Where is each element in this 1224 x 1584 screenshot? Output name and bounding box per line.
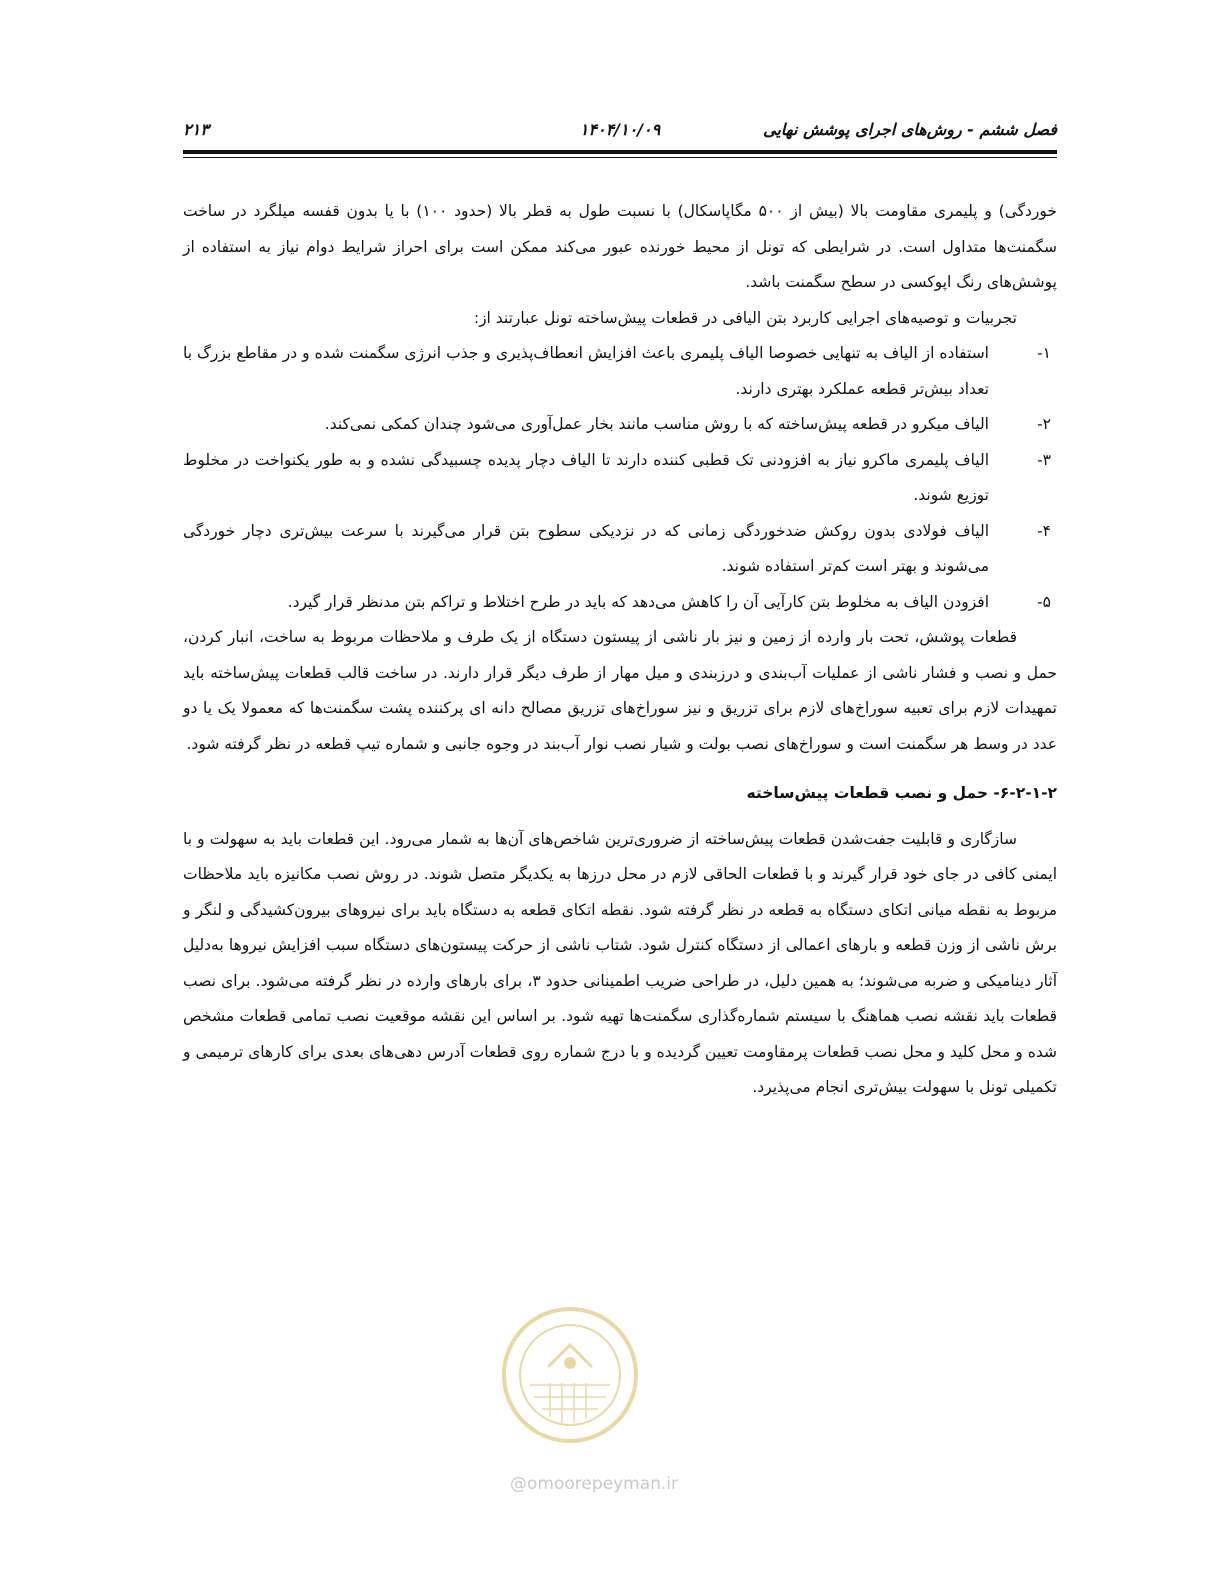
list-item-text: افزودن الیاف به مخلوط بتن کارآیی آن را کاهش می‌دهد که باید در طرح اختلاط و تراکم بتن مدنظر قرار گیرد. (287, 592, 989, 611)
list-item-number: ۱- (1037, 344, 1051, 362)
publisher-seal-icon (500, 1305, 640, 1445)
list-item-number: ۵- (1037, 592, 1051, 611)
list-item-text: الیاف میکرو در قطعه پیش‌ساخته که با روش مناسب مانند بخار عمل‌آوری می‌شود چندان کمکی نمی‌کند. (324, 415, 989, 433)
list-item (183, 336, 1057, 407)
page-header (183, 120, 1057, 146)
watermark: @omoorepeyman.ir (510, 1474, 679, 1494)
list-item-number: ۳- (1037, 450, 1051, 469)
header-rule-thick (183, 150, 1057, 154)
header-date: ۱۴۰۴/۱۰/۰۹ (579, 120, 661, 139)
list-item (183, 443, 1057, 514)
list-item-text: الیاف پلیمری ماکرو نیاز به افزودنی تک قطبی کننده دارند تا الیاف دچار پدیده چسبیدگی نشده و به طور یکنواخت در مخلوط توزیع شوند. (183, 450, 989, 504)
list-item-text: استفاده از الیاف به تنهایی خصوصا الیاف پلیمری باعث افزایش انعطاف‌پذیری و جذب انرژی سگمنت شده و در مقاطع بزرگ با تعداد بیش‌تر قطعه عملکرد بهتری دارند. (183, 344, 989, 398)
header-rule-thin (183, 157, 1057, 158)
recommendation-list (183, 336, 1057, 620)
list-item (183, 585, 1057, 621)
body-text (183, 194, 1057, 1106)
paragraph: سازگاری و قابلیت جفت‌شدن قطعات پیش‌ساخته از ضروری‌ترین شاخص‌های آن‌ها به شمار می‌رود. این قطعات باید به سهولت و با ایمنی کافی در جای خود قرار گیرند و با قطعات الحاقی لازم در محل درزها به یکدیگر متصل شوند. در روش نصب مکانیزه باید ملاحظات مربوط به نقطه میانی اتکای دستگاه به قطعه در نظر گرفته شود. نقطه اتکای قطعه به دستگاه باید برای نیروهای بیرون‌کشیدگی و لنگر و برش ناشی از وزن قطعه و بارهای اعمالی از دستگاه کنترل شود. شتاب ناشی از حرکت پیستون‌های دستگاه سبب افزایش نیروها به‌دلیل آثار دینامیکی و ضربه می‌شوند؛ به همین دلیل، در طراحی ضریب اطمینانی حدود ۳، برای بارهای وارده در نظر گرفته می‌شود. برای نصب قطعات باید نقشه نصب هماهنگ با سیستم شماره‌گذاری سگمنت‌ها تهیه شود. بر اساس این نقشه موقعیت نصب تمامی قطعات مشخص شده و محل کلید و محل نصب قطعات پرمقاومت تعیین گردیده و با درج شماره روی قطعات آدرس دهی‌های بعدی برای کارهای ترمیمی و تکمیلی تونل با سهولت بیش‌تری انجام می‌پذیرد. (183, 829, 1058, 1096)
paragraph: تجربیات و توصیه‌های اجرایی کاربرد بتن الیافی در قطعات پیش‌ساخته تونل عبارتند از: (473, 308, 1017, 327)
section-heading: ۶-۲-۱-۲- حمل و نصب قطعات پیش‌ساخته (746, 784, 1057, 802)
list-item (183, 514, 1057, 585)
list-item-text: الیاف فولادی بدون روکش ضدخوردگی زمانی که در نزدیکی سطوح بتن قرار می‌گیرند با سرعت بیش‌تری دچار خوردگی می‌شوند و بهتر است کم‌تر استفاده شوند. (183, 521, 989, 575)
page-number: ۲۱۳ (183, 120, 209, 139)
paragraph: قطعات پوشش، تحت بار وارده از زمین و نیز بار ناشی از پیستون دستگاه از یک طرف و ملاحظات مربوط به ساخت، انبار کردن، حمل و نصب و فشار ناشی از عملیات آب‌بندی و درزبندی و میل مهار از طرف دیگر قرار دارند. در ساخت قالب قطعات پیش‌ساخته باید تمهیدات لازم برای تعبیه سوراخ‌های لازم برای تزریق و نیز سوراخ‌های تزریق مصالح دانه ای پرکننده پشت سگمنت‌ها که معمولا یک یا دو عدد در وسط هر سگمنت است و سوراخ‌های نصب بولت و شیار نصب نوار آب‌بند در وجوه جانبی و شماره تیپ قطعه در نظر گرفته شود. (183, 628, 1057, 753)
list-item (183, 407, 1057, 443)
paragraph: خوردگی) و پلیمری مقاومت بالا (بیش از ۵۰۰ مگاپاسکال) با نسبت طول به قطر بالا (حدود ۱۰۰) با یا بدون قفسه میلگرد در ساخت سگمنت‌ها متداول است. در شرایطی که تونل از محیط خورنده عبور می‌کند ممکن است برای احراز شرایط دوام نیاز به استفاده از پوشش‌های رنگ اپوکسی در سطح سگمنت باشد. (183, 202, 1057, 291)
list-item-number: ۴- (1037, 521, 1051, 540)
list-item-number: ۲- (1037, 415, 1051, 433)
chapter-title: فصل ششم - روش‌های اجرای پوشش نهایی (763, 120, 1057, 139)
